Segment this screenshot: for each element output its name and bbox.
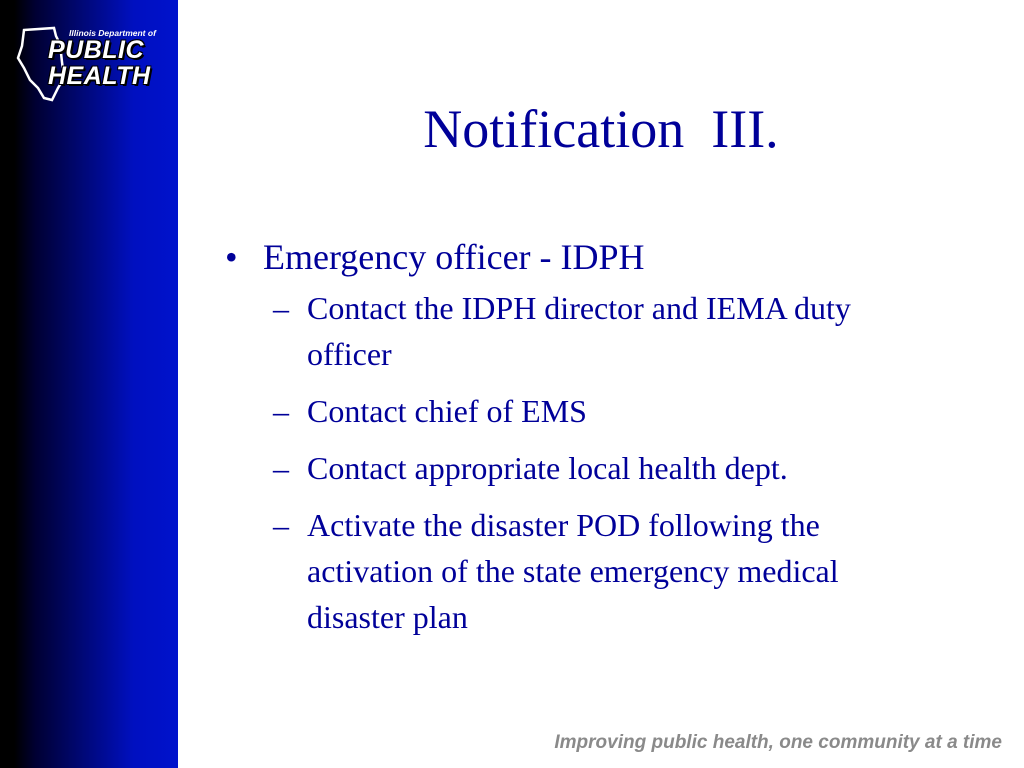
sub-bullet-item [225,388,907,434]
dash-icon: – [273,393,289,430]
footer-tagline: Improving public health, one community at a time [554,732,1002,753]
bullet-icon: • [225,237,238,277]
sub-bullet-text: Contact chief of EMS [307,393,587,430]
sub-bullet-text: Contact the IDPH director and IEMA duty officer [307,290,851,373]
dash-icon: – [273,507,289,544]
sub-bullet-text: Activate the disaster POD following the activation of the state emergency medical disaster plan [307,507,839,636]
slide-title: Notification III. [423,99,779,159]
bullet-item [225,236,985,279]
logo-public-text: PUBLIC [48,36,145,64]
sidebar-band [0,0,178,768]
idph-logo [14,22,172,104]
sub-bullet-item [225,502,907,640]
logo-health-text: HEALTH [48,62,151,90]
slide-content [225,236,985,651]
sub-bullet-item [225,285,907,377]
sub-bullet-item [225,445,907,491]
sub-bullet-text: Contact appropriate local health dept. [307,450,788,487]
bullet-text: Emergency officer - IDPH [263,237,645,277]
dash-icon: – [273,450,289,487]
sub-bullet-list [225,285,985,640]
logo-department-text: Illinois Department of [69,28,156,38]
dash-icon: – [273,290,289,327]
